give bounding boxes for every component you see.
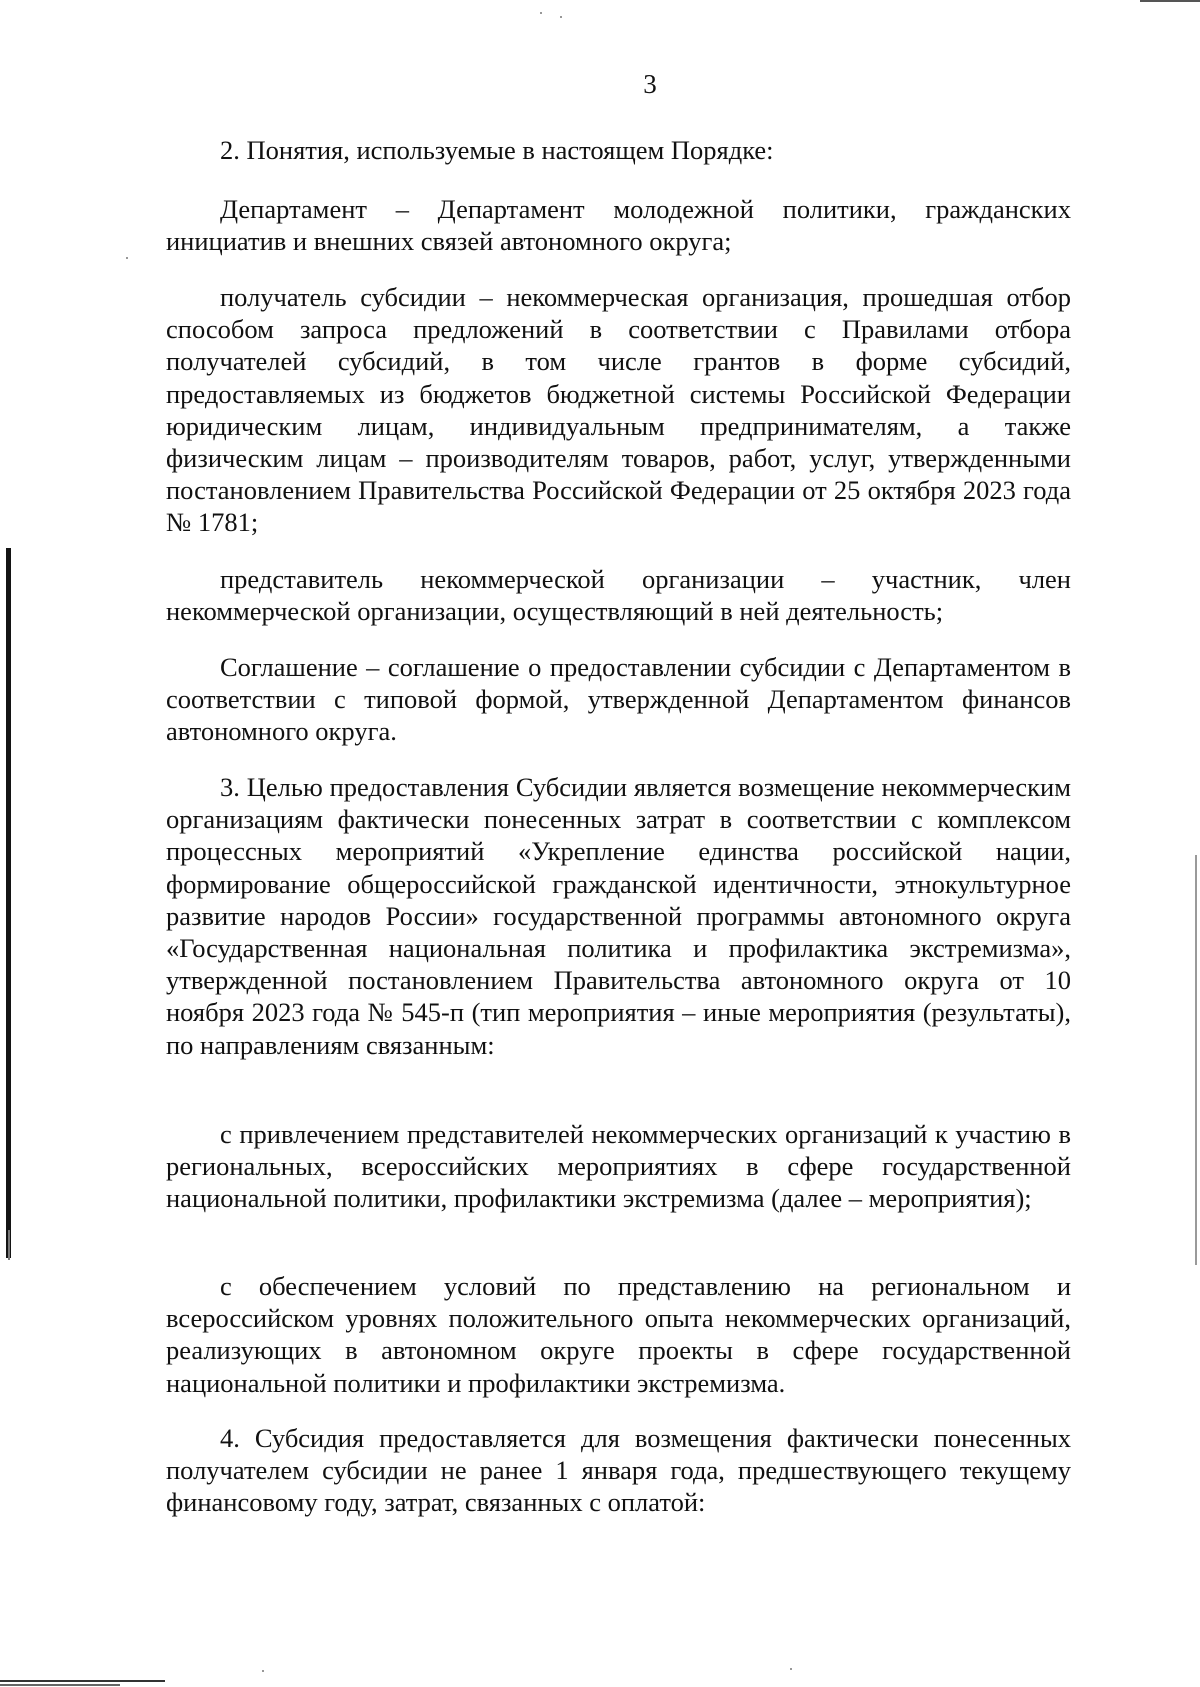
scan-speck	[262, 1670, 264, 1672]
paragraph-direction-participation: с привлечением представителей некоммерческих организаций к участию в региональных, всероссийских мероприятиях в сфере государственной национальной политики, профилактики экстремизма (далее – мероприятия);	[166, 1119, 1071, 1214]
paragraph-definition-representative: представитель некоммерческой организации – участник, член некоммерческой организации, осуществляющий в ней деятельность;	[166, 564, 1071, 627]
paragraph-subsidy-costs: 4. Субсидия предоставляется для возмещения фактически понесенных получателем субсидии не ранее 1 января года, предшествующего текущему финансовому году, затрат, связанных с оплатой:	[166, 1423, 1071, 1518]
scan-speck	[126, 257, 128, 259]
paragraph-direction-experience: с обеспечением условий по представлению на региональном и всероссийском уровнях положительного опыта некоммерческих организаций, реализующих в автономном округе проекты в сфере государственной национальной политики и профилактики экстремизма.	[166, 1271, 1071, 1398]
scan-edge-mark	[0, 1684, 120, 1686]
paragraph-definition-department: Департамент – Департамент молодежной политики, гражданских инициатив и внешних связей автономного округа;	[166, 194, 1071, 257]
scan-edge-mark	[6, 548, 11, 1258]
paragraph-subsidy-purpose: 3. Целью предоставления Субсидии является возмещение некоммерческим организациям фактически понесенных затрат в соответствии с комплексом процессных мероприятий «Укрепление единства российской нации, формирование общероссийской гражданской идентичности, этнокультурное развитие народов России» государственной программы автономного округа «Государственная национальная политика и профилактика экстремизма», утвержденной постановлением Правительства автономного округа от 10 ноября 2023 года № 545-п (тип мероприятия – иные мероприятия (результаты), по направлениям связанным:	[166, 772, 1071, 1060]
scan-edge-mark	[1140, 0, 1200, 2]
scan-edge-mark	[1195, 855, 1197, 1265]
paragraph-definition-recipient: получатель субсидии – некоммерческая организация, прошедшая отбор способом запроса предложений в соответствии с Правилами отбора получателей субсидий, в том числе грантов в форме субсидий, предоставляемых из бюджетов бюджетной системы Российской Федерации юридическим лицам, индивидуальным предпринимателям, а также физическим лицам – производителям товаров, работ, услуг, утвержденными постановлением Правительства Российской Федерации от 25 октября 2023 года № 1781;	[166, 282, 1071, 538]
scan-edge-mark	[0, 1680, 165, 1682]
page-number: 3	[643, 69, 657, 99]
paragraph-definition-agreement: Соглашение – соглашение о предоставлении субсидии с Департаментом в соответствии с типовой формой, утвержденной Департаментом финансов автономного округа.	[166, 652, 1071, 747]
scan-speck	[790, 1668, 792, 1670]
scan-edge-mark	[8, 1230, 10, 1260]
paragraph-definitions-intro: 2. Понятия, используемые в настоящем Порядке:	[220, 135, 774, 165]
scan-speck	[560, 16, 562, 18]
scan-speck	[540, 12, 542, 14]
